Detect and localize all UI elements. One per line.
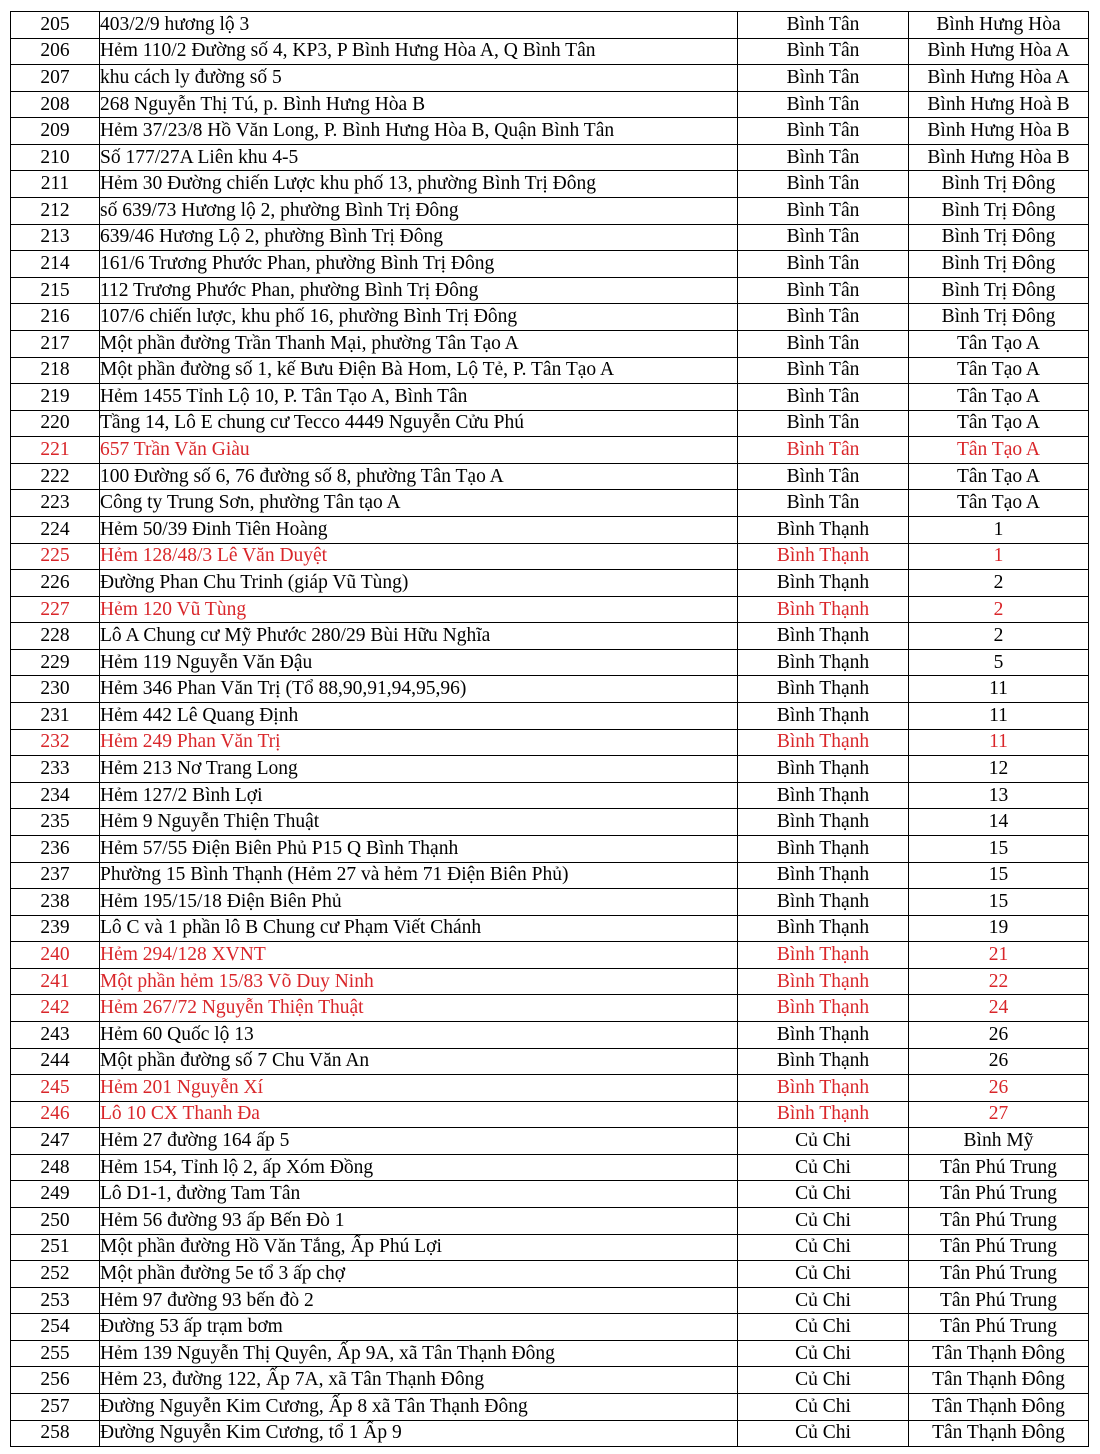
table-row <box>11 676 1089 703</box>
row-number-cell: 211 <box>11 171 100 198</box>
row-number-cell: 230 <box>11 676 100 703</box>
row-number-cell: 219 <box>11 384 100 411</box>
district-cell: Bình Thạnh <box>738 1021 909 1048</box>
address-cell: Hẻm 60 Quốc lộ 13 <box>100 1021 738 1048</box>
table-row <box>11 12 1089 39</box>
table-row <box>11 330 1089 357</box>
row-number-cell: 217 <box>11 330 100 357</box>
address-cell: 100 Đường số 6, 76 đường số 8, phường Tân Tạo A <box>100 463 738 490</box>
row-number-cell: 215 <box>11 277 100 304</box>
address-cell: Hẻm 213 Nơ Trang Long <box>100 756 738 783</box>
address-cell: Hẻm 154, Tỉnh lộ 2, ấp Xóm Đồng <box>100 1154 738 1181</box>
table-row <box>11 1367 1089 1394</box>
address-cell: Một phần hẻm 15/83 Võ Duy Ninh <box>100 968 738 995</box>
ward-cell: 15 <box>909 862 1089 889</box>
ward-cell: Tân Thạnh Đông <box>909 1394 1089 1421</box>
district-cell: Bình Tân <box>738 357 909 384</box>
table-row <box>11 65 1089 92</box>
ward-cell: Tân Tạo A <box>909 357 1089 384</box>
table-row <box>11 38 1089 65</box>
table-row <box>11 437 1089 464</box>
row-number-cell: 224 <box>11 516 100 543</box>
table-row <box>11 118 1089 145</box>
ward-cell: Tân Phú Trung <box>909 1181 1089 1208</box>
ward-cell: Tân Thạnh Đông <box>909 1420 1089 1447</box>
ward-cell: Tân Phú Trung <box>909 1261 1089 1288</box>
district-cell: Bình Tân <box>738 384 909 411</box>
table-row <box>11 570 1089 597</box>
table-row <box>11 1287 1089 1314</box>
ward-cell: 14 <box>909 809 1089 836</box>
district-cell: Bình Thạnh <box>738 703 909 730</box>
row-number-cell: 250 <box>11 1208 100 1235</box>
address-cell: Một phần đường Trần Thanh Mại, phường Tân Tạo A <box>100 330 738 357</box>
address-cell: Hẻm 267/72 Nguyễn Thiện Thuật <box>100 995 738 1022</box>
district-cell: Bình Tân <box>738 12 909 39</box>
ward-cell: Tân Phú Trung <box>909 1314 1089 1341</box>
table-row <box>11 1101 1089 1128</box>
ward-cell: 26 <box>909 1021 1089 1048</box>
table-row <box>11 1021 1089 1048</box>
district-cell: Củ Chi <box>738 1208 909 1235</box>
table-row <box>11 862 1089 889</box>
row-number-cell: 253 <box>11 1287 100 1314</box>
row-number-cell: 238 <box>11 889 100 916</box>
address-cell: khu cách ly đường số 5 <box>100 65 738 92</box>
district-cell: Bình Thạnh <box>738 516 909 543</box>
address-cell: Hẻm 1455 Tỉnh Lộ 10, P. Tân Tạo A, Bình Tân <box>100 384 738 411</box>
address-cell: 161/6 Trương Phước Phan, phường Bình Trị Đông <box>100 251 738 278</box>
district-cell: Bình Tân <box>738 251 909 278</box>
district-cell: Bình Thạnh <box>738 649 909 676</box>
address-cell: Một phần đường số 1, kế Bưu Điện Bà Hom, Lộ Tẻ, P. Tân Tạo A <box>100 357 738 384</box>
address-cell: Một phần đường 5e tổ 3 ấp chợ <box>100 1261 738 1288</box>
ward-cell: Bình Hưng Hòa B <box>909 144 1089 171</box>
district-cell: Bình Tân <box>738 437 909 464</box>
ward-cell: Bình Trị Đông <box>909 304 1089 331</box>
row-number-cell: 229 <box>11 649 100 676</box>
ward-cell: 15 <box>909 835 1089 862</box>
ward-cell: 2 <box>909 596 1089 623</box>
ward-cell: Bình Trị Đông <box>909 224 1089 251</box>
district-cell: Củ Chi <box>738 1287 909 1314</box>
address-cell: 657 Trần Văn Giàu <box>100 437 738 464</box>
table-row <box>11 968 1089 995</box>
table-row <box>11 277 1089 304</box>
table-row <box>11 782 1089 809</box>
district-cell: Bình Thạnh <box>738 596 909 623</box>
ward-cell: 13 <box>909 782 1089 809</box>
address-cell: 639/46 Hương Lộ 2, phường Bình Trị Đông <box>100 224 738 251</box>
table-row <box>11 835 1089 862</box>
address-cell: Hẻm 9 Nguyễn Thiện Thuật <box>100 809 738 836</box>
table-row <box>11 1154 1089 1181</box>
row-number-cell: 226 <box>11 570 100 597</box>
row-number-cell: 228 <box>11 623 100 650</box>
district-cell: Củ Chi <box>738 1314 909 1341</box>
row-number-cell: 232 <box>11 729 100 756</box>
ward-cell: Tân Thạnh Đông <box>909 1367 1089 1394</box>
row-number-cell: 258 <box>11 1420 100 1447</box>
address-cell: Một phần đường Hồ Văn Tắng, Ấp Phú Lợi <box>100 1234 738 1261</box>
ward-cell: 21 <box>909 942 1089 969</box>
district-cell: Bình Thạnh <box>738 756 909 783</box>
district-cell: Bình Tân <box>738 277 909 304</box>
address-cell: Công ty Trung Sơn, phường Tân tạo A <box>100 490 738 517</box>
address-cell: 112 Trương Phước Phan, phường Bình Trị Đông <box>100 277 738 304</box>
row-number-cell: 218 <box>11 357 100 384</box>
ward-cell: Bình Hưng Hòa A <box>909 38 1089 65</box>
table-row <box>11 596 1089 623</box>
row-number-cell: 220 <box>11 410 100 437</box>
ward-cell: Tân Thạnh Đông <box>909 1340 1089 1367</box>
table-row <box>11 384 1089 411</box>
table-row <box>11 1208 1089 1235</box>
district-cell: Củ Chi <box>738 1394 909 1421</box>
ward-cell: Tân Tạo A <box>909 384 1089 411</box>
row-number-cell: 210 <box>11 144 100 171</box>
table-row <box>11 1234 1089 1261</box>
district-cell: Bình Thạnh <box>738 543 909 570</box>
table-row <box>11 995 1089 1022</box>
district-cell: Bình Tân <box>738 65 909 92</box>
ward-cell: Tân Tạo A <box>909 410 1089 437</box>
ward-cell: Bình Mỹ <box>909 1128 1089 1155</box>
row-number-cell: 227 <box>11 596 100 623</box>
district-cell: Củ Chi <box>738 1154 909 1181</box>
address-cell: Hẻm 195/15/18 Điện Biên Phủ <box>100 889 738 916</box>
district-cell: Bình Tân <box>738 224 909 251</box>
address-cell: Hẻm 50/39 Đinh Tiên Hoàng <box>100 516 738 543</box>
row-number-cell: 223 <box>11 490 100 517</box>
ward-cell: Tân Tạo A <box>909 463 1089 490</box>
district-cell: Bình Thạnh <box>738 570 909 597</box>
row-number-cell: 245 <box>11 1075 100 1102</box>
address-cell: Lô A Chung cư Mỹ Phước 280/29 Bùi Hữu Nghĩa <box>100 623 738 650</box>
district-cell: Bình Thạnh <box>738 782 909 809</box>
district-cell: Bình Tân <box>738 118 909 145</box>
district-cell: Bình Thạnh <box>738 835 909 862</box>
address-cell: 107/6 chiến lược, khu phố 16, phường Bình Trị Đông <box>100 304 738 331</box>
row-number-cell: 234 <box>11 782 100 809</box>
address-cell: Hẻm 110/2 Đường số 4, KP3, P Bình Hưng Hòa A, Q Bình Tân <box>100 38 738 65</box>
address-cell: Hẻm 139 Nguyễn Thị Quyên, Ấp 9A, xã Tân Thạnh Đông <box>100 1340 738 1367</box>
row-number-cell: 213 <box>11 224 100 251</box>
row-number-cell: 252 <box>11 1261 100 1288</box>
ward-cell: 11 <box>909 729 1089 756</box>
ward-cell: 26 <box>909 1048 1089 1075</box>
row-number-cell: 247 <box>11 1128 100 1155</box>
address-cell: Hẻm 127/2 Bình Lợi <box>100 782 738 809</box>
address-cell: Hẻm 56 đường 93 ấp Bến Đò 1 <box>100 1208 738 1235</box>
row-number-cell: 248 <box>11 1154 100 1181</box>
district-cell: Bình Tân <box>738 410 909 437</box>
district-cell: Củ Chi <box>738 1128 909 1155</box>
table-row <box>11 915 1089 942</box>
ward-cell: 1 <box>909 543 1089 570</box>
table-row <box>11 357 1089 384</box>
ward-cell: Tân Phú Trung <box>909 1287 1089 1314</box>
address-cell: Hẻm 442 Lê Quang Định <box>100 703 738 730</box>
district-cell: Bình Thạnh <box>738 942 909 969</box>
table-body <box>11 12 1089 1447</box>
address-cell: Lô C và 1 phần lô B Chung cư Phạm Viết Chánh <box>100 915 738 942</box>
district-cell: Củ Chi <box>738 1420 909 1447</box>
ward-cell: 27 <box>909 1101 1089 1128</box>
district-cell: Bình Thạnh <box>738 995 909 1022</box>
address-cell: Hẻm 37/23/8 Hồ Văn Long, P. Bình Hưng Hòa B, Quận Bình Tân <box>100 118 738 145</box>
row-number-cell: 255 <box>11 1340 100 1367</box>
district-cell: Bình Thạnh <box>738 623 909 650</box>
address-cell: Đường Nguyễn Kim Cương, Ấp 8 xã Tân Thạnh Đông <box>100 1394 738 1421</box>
table-row <box>11 543 1089 570</box>
address-cell: Lô D1-1, đường Tam Tân <box>100 1181 738 1208</box>
row-number-cell: 251 <box>11 1234 100 1261</box>
address-cell: Hẻm 119 Nguyễn Văn Đậu <box>100 649 738 676</box>
table-row <box>11 516 1089 543</box>
address-cell: Hẻm 97 đường 93 bến đò 2 <box>100 1287 738 1314</box>
table-row <box>11 144 1089 171</box>
table-row <box>11 1420 1089 1447</box>
table-row <box>11 304 1089 331</box>
table-row <box>11 410 1089 437</box>
table-row <box>11 942 1089 969</box>
address-cell: Một phần đường số 7 Chu Văn An <box>100 1048 738 1075</box>
district-cell: Bình Thạnh <box>738 1101 909 1128</box>
row-number-cell: 221 <box>11 437 100 464</box>
district-cell: Bình Tân <box>738 304 909 331</box>
table-row <box>11 1048 1089 1075</box>
ward-cell: 19 <box>909 915 1089 942</box>
district-cell: Bình Thạnh <box>738 1048 909 1075</box>
district-cell: Bình Tân <box>738 91 909 118</box>
table-row <box>11 703 1089 730</box>
document-page <box>10 11 1089 1447</box>
address-cell: Đường 53 ấp trạm bơm <box>100 1314 738 1341</box>
table-row <box>11 251 1089 278</box>
ward-cell: 24 <box>909 995 1089 1022</box>
ward-cell: 2 <box>909 570 1089 597</box>
address-cell: Hẻm 57/55 Điện Biên Phủ P15 Q Bình Thạnh <box>100 835 738 862</box>
ward-cell: Bình Hưng Hòa A <box>909 65 1089 92</box>
address-cell: Hẻm 346 Phan Văn Trị (Tổ 88,90,91,94,95,96) <box>100 676 738 703</box>
ward-cell: 15 <box>909 889 1089 916</box>
ward-cell: Bình Trị Đông <box>909 251 1089 278</box>
address-cell: 403/2/9 hương lộ 3 <box>100 12 738 39</box>
district-cell: Bình Thạnh <box>738 1075 909 1102</box>
ward-cell: Tân Tạo A <box>909 330 1089 357</box>
row-number-cell: 244 <box>11 1048 100 1075</box>
table-row <box>11 1394 1089 1421</box>
address-cell: Phường 15 Bình Thạnh (Hẻm 27 và hẻm 71 Điện Biên Phủ) <box>100 862 738 889</box>
row-number-cell: 254 <box>11 1314 100 1341</box>
table-row <box>11 756 1089 783</box>
row-number-cell: 231 <box>11 703 100 730</box>
row-number-cell: 209 <box>11 118 100 145</box>
ward-cell: Bình Trị Đông <box>909 171 1089 198</box>
ward-cell: Bình Hưng Hoà B <box>909 91 1089 118</box>
row-number-cell: 233 <box>11 756 100 783</box>
table-row <box>11 623 1089 650</box>
table-row <box>11 463 1089 490</box>
ward-cell: Bình Trị Đông <box>909 198 1089 225</box>
row-number-cell: 243 <box>11 1021 100 1048</box>
district-cell: Bình Tân <box>738 171 909 198</box>
ward-cell: Tân Phú Trung <box>909 1234 1089 1261</box>
address-cell: Hẻm 27 đường 164 ấp 5 <box>100 1128 738 1155</box>
ward-cell: 26 <box>909 1075 1089 1102</box>
ward-cell: Bình Hưng Hòa B <box>909 118 1089 145</box>
row-number-cell: 236 <box>11 835 100 862</box>
district-cell: Bình Thạnh <box>738 676 909 703</box>
address-cell: Hẻm 249 Phan Văn Trị <box>100 729 738 756</box>
row-number-cell: 214 <box>11 251 100 278</box>
row-number-cell: 237 <box>11 862 100 889</box>
district-cell: Củ Chi <box>738 1367 909 1394</box>
district-cell: Củ Chi <box>738 1261 909 1288</box>
row-number-cell: 207 <box>11 65 100 92</box>
table-row <box>11 171 1089 198</box>
row-number-cell: 249 <box>11 1181 100 1208</box>
ward-cell: Tân Tạo A <box>909 490 1089 517</box>
row-number-cell: 225 <box>11 543 100 570</box>
table-row <box>11 889 1089 916</box>
address-cell: Hẻm 23, đường 122, Ấp 7A, xã Tân Thạnh Đông <box>100 1367 738 1394</box>
ward-cell: 1 <box>909 516 1089 543</box>
table-row <box>11 1261 1089 1288</box>
ward-cell: 11 <box>909 703 1089 730</box>
ward-cell: Bình Trị Đông <box>909 277 1089 304</box>
address-cell: Hẻm 294/128 XVNT <box>100 942 738 969</box>
table-row <box>11 1340 1089 1367</box>
ward-cell: 22 <box>909 968 1089 995</box>
district-cell: Bình Thạnh <box>738 809 909 836</box>
row-number-cell: 240 <box>11 942 100 969</box>
district-cell: Củ Chi <box>738 1340 909 1367</box>
ward-cell: 2 <box>909 623 1089 650</box>
address-cell: Hẻm 30 Đường chiến Lược khu phố 13, phường Bình Trị Đông <box>100 171 738 198</box>
district-cell: Bình Tân <box>738 330 909 357</box>
table-row <box>11 1314 1089 1341</box>
address-cell: Đường Nguyễn Kim Cương, tổ 1 Ấp 9 <box>100 1420 738 1447</box>
ward-cell: Tân Phú Trung <box>909 1208 1089 1235</box>
district-cell: Củ Chi <box>738 1234 909 1261</box>
table-row <box>11 1128 1089 1155</box>
address-cell: Tầng 14, Lô E chung cư Tecco 4449 Nguyễn Cửu Phú <box>100 410 738 437</box>
district-cell: Bình Thạnh <box>738 968 909 995</box>
table-row <box>11 198 1089 225</box>
district-cell: Bình Thạnh <box>738 889 909 916</box>
table-row <box>11 1181 1089 1208</box>
ward-cell: Bình Hưng Hòa <box>909 12 1089 39</box>
address-cell: Lô 10 CX Thanh Đa <box>100 1101 738 1128</box>
table-row <box>11 490 1089 517</box>
district-cell: Bình Tân <box>738 144 909 171</box>
row-number-cell: 239 <box>11 915 100 942</box>
address-cell: 268 Nguyễn Thị Tú, p. Bình Hưng Hòa B <box>100 91 738 118</box>
district-cell: Bình Tân <box>738 463 909 490</box>
table-row <box>11 809 1089 836</box>
district-cell: Bình Tân <box>738 38 909 65</box>
ward-cell: Tân Tạo A <box>909 437 1089 464</box>
row-number-cell: 235 <box>11 809 100 836</box>
address-cell: Số 177/27A Liên khu 4-5 <box>100 144 738 171</box>
address-table <box>10 11 1089 1447</box>
address-cell: Hẻm 120 Vũ Tùng <box>100 596 738 623</box>
address-cell: số 639/73 Hương lộ 2, phường Bình Trị Đông <box>100 198 738 225</box>
ward-cell: 11 <box>909 676 1089 703</box>
district-cell: Bình Thạnh <box>738 862 909 889</box>
row-number-cell: 216 <box>11 304 100 331</box>
address-cell: Hẻm 201 Nguyễn Xí <box>100 1075 738 1102</box>
address-cell: Đường Phan Chu Trinh (giáp Vũ Tùng) <box>100 570 738 597</box>
district-cell: Bình Tân <box>738 198 909 225</box>
row-number-cell: 242 <box>11 995 100 1022</box>
table-row <box>11 224 1089 251</box>
row-number-cell: 205 <box>11 12 100 39</box>
row-number-cell: 208 <box>11 91 100 118</box>
row-number-cell: 212 <box>11 198 100 225</box>
row-number-cell: 222 <box>11 463 100 490</box>
ward-cell: Tân Phú Trung <box>909 1154 1089 1181</box>
row-number-cell: 257 <box>11 1394 100 1421</box>
row-number-cell: 206 <box>11 38 100 65</box>
row-number-cell: 246 <box>11 1101 100 1128</box>
row-number-cell: 241 <box>11 968 100 995</box>
district-cell: Bình Thạnh <box>738 729 909 756</box>
district-cell: Củ Chi <box>738 1181 909 1208</box>
table-row <box>11 91 1089 118</box>
address-cell: Hẻm 128/48/3 Lê Văn Duyệt <box>100 543 738 570</box>
table-row <box>11 1075 1089 1102</box>
district-cell: Bình Tân <box>738 490 909 517</box>
row-number-cell: 256 <box>11 1367 100 1394</box>
table-row <box>11 729 1089 756</box>
ward-cell: 5 <box>909 649 1089 676</box>
ward-cell: 12 <box>909 756 1089 783</box>
table-row <box>11 649 1089 676</box>
district-cell: Bình Thạnh <box>738 915 909 942</box>
